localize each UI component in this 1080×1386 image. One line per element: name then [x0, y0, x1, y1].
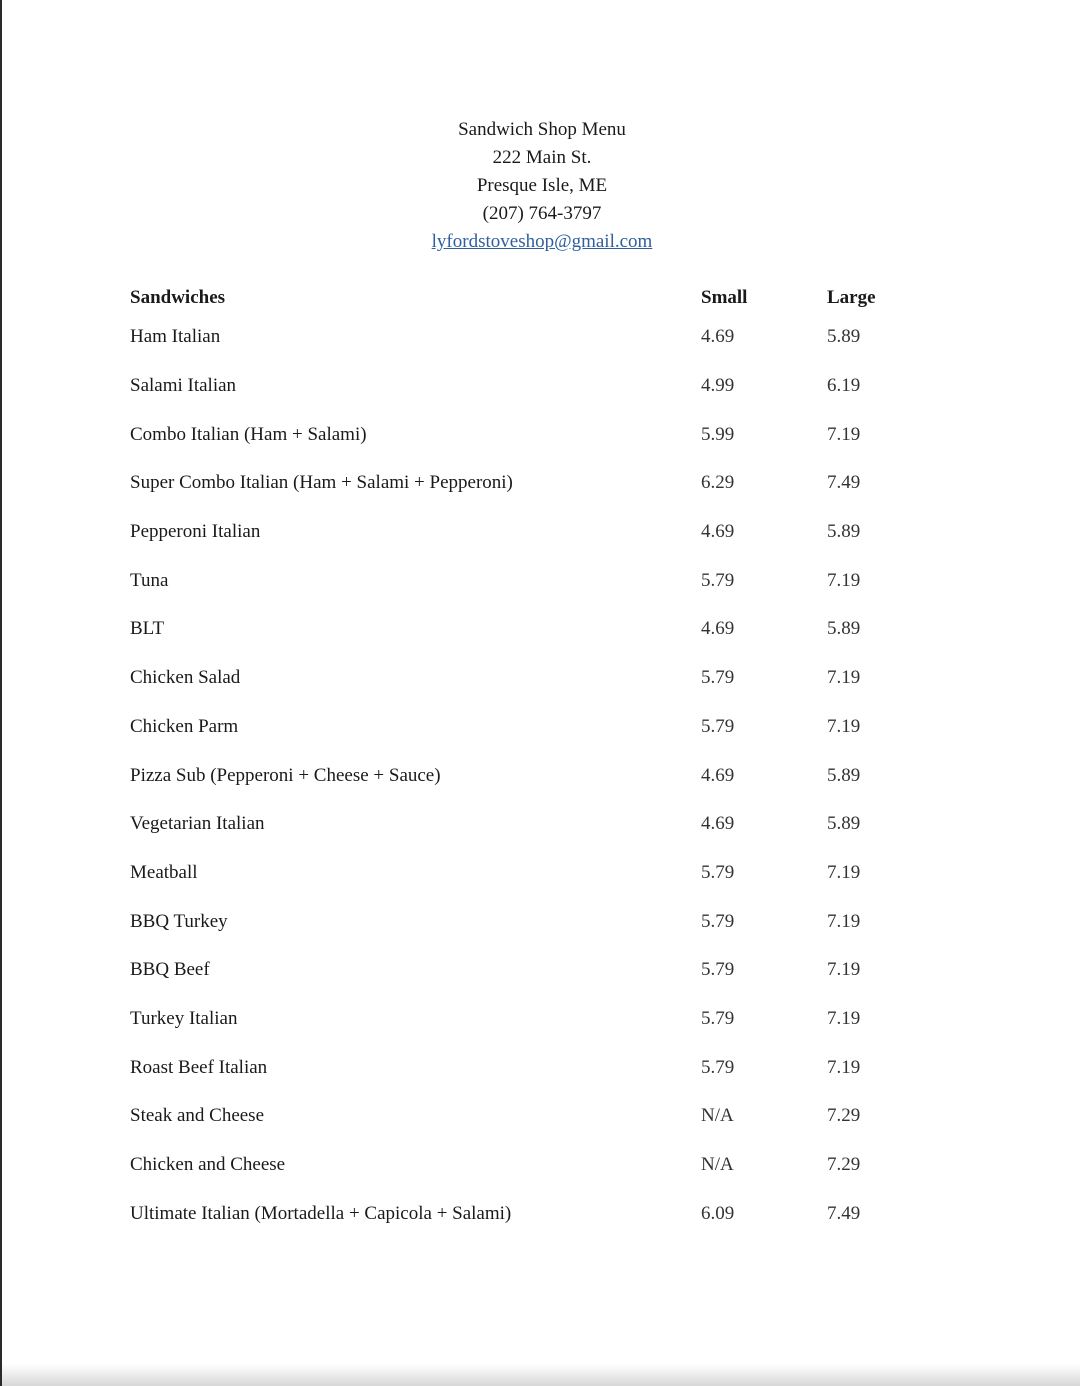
shop-address: 222 Main St. — [492, 147, 592, 168]
shop-email-link[interactable]: lyfordstoveshop@gmail.com — [431, 231, 653, 252]
sandwich-name: Tuna — [130, 569, 169, 591]
price-large: 5.89 — [827, 764, 861, 786]
price-large: 7.19 — [827, 1056, 861, 1078]
price-large: 7.19 — [827, 861, 861, 883]
table-row — [130, 654, 930, 703]
sandwich-name: Salami Italian — [130, 375, 237, 397]
price-large: 7.19 — [827, 423, 861, 445]
table-row — [130, 313, 930, 362]
table-row — [130, 995, 930, 1044]
table-row — [130, 1141, 930, 1190]
price-large: 5.89 — [827, 813, 861, 835]
table-row — [130, 556, 930, 605]
sandwich-name: BBQ Turkey — [130, 910, 228, 932]
sandwich-name: Pepperoni Italian — [130, 521, 261, 543]
price-small: 5.79 — [701, 1056, 735, 1078]
price-large: 7.19 — [827, 1007, 861, 1029]
sandwich-price-table — [130, 283, 930, 1238]
price-small: 5.79 — [701, 861, 735, 883]
price-large: 5.89 — [827, 521, 861, 543]
page-bottom-edge — [2, 1364, 1080, 1386]
sandwich-name: Vegetarian Italian — [130, 813, 265, 835]
price-small: 4.69 — [701, 521, 735, 543]
table-row — [130, 362, 930, 411]
price-small: 5.79 — [701, 667, 735, 689]
price-small: 5.79 — [701, 715, 735, 737]
price-large: 5.89 — [827, 326, 861, 348]
sandwich-name: Ultimate Italian (Mortadella + Capicola + Salami) — [130, 1202, 512, 1224]
shop-city: Presque Isle, ME — [476, 175, 608, 196]
menu-header — [2, 116, 1080, 256]
price-large: 7.19 — [827, 715, 861, 737]
table-row — [130, 1092, 930, 1141]
price-large: 7.49 — [827, 1202, 861, 1224]
table-row — [130, 703, 930, 752]
price-small: 6.29 — [701, 472, 735, 494]
price-small: 4.69 — [701, 326, 735, 348]
table-row — [130, 946, 930, 995]
table-row — [130, 508, 930, 557]
table-row — [130, 459, 930, 508]
sandwich-name: Chicken Parm — [130, 715, 239, 737]
price-large: 7.19 — [827, 667, 861, 689]
table-row — [130, 410, 930, 459]
table-row — [130, 800, 930, 849]
table-row — [130, 605, 930, 654]
price-large: 7.19 — [827, 959, 861, 981]
table-row — [130, 1043, 930, 1092]
price-large: 7.29 — [827, 1154, 861, 1176]
sandwich-name: Meatball — [130, 861, 198, 883]
sandwich-name: Ham Italian — [130, 326, 221, 348]
sandwich-name: Chicken Salad — [130, 667, 241, 689]
price-large: 7.49 — [827, 472, 861, 494]
sandwich-name: Turkey Italian — [130, 1007, 238, 1029]
price-large: 6.19 — [827, 375, 861, 397]
price-large: 5.89 — [827, 618, 861, 640]
sandwich-name: Combo Italian (Ham + Salami) — [130, 423, 367, 445]
price-small: 5.99 — [701, 423, 735, 445]
price-small: 5.79 — [701, 959, 735, 981]
price-small: 4.99 — [701, 375, 735, 397]
price-small: N/A — [701, 1105, 734, 1127]
table-row — [130, 897, 930, 946]
column-header-small: Small — [701, 287, 748, 308]
table-row — [130, 751, 930, 800]
price-large: 7.19 — [827, 910, 861, 932]
sandwich-name: Chicken and Cheese — [130, 1154, 286, 1176]
sandwich-name: Roast Beef Italian — [130, 1056, 268, 1078]
price-large: 7.29 — [827, 1105, 861, 1127]
price-small: 6.09 — [701, 1202, 735, 1224]
sandwich-name: Super Combo Italian (Ham + Salami + Pepperoni) — [130, 472, 513, 494]
column-header-sandwiches: Sandwiches — [130, 287, 226, 308]
menu-title: Sandwich Shop Menu — [458, 119, 626, 140]
price-small: 5.79 — [701, 569, 735, 591]
sandwich-name: Pizza Sub (Pepperoni + Cheese + Sauce) — [130, 764, 441, 786]
price-small: 4.69 — [701, 618, 735, 640]
price-small: 4.69 — [701, 764, 735, 786]
sandwich-name: BBQ Beef — [130, 959, 210, 981]
price-small: 5.79 — [701, 1007, 735, 1029]
table-body — [130, 313, 930, 1238]
table-row — [130, 1189, 930, 1238]
sandwich-name: Steak and Cheese — [130, 1105, 265, 1127]
price-small: 5.79 — [701, 910, 735, 932]
table-header-row — [130, 283, 930, 313]
column-header-large: Large — [827, 287, 876, 308]
price-large: 7.19 — [827, 569, 861, 591]
shop-phone: (207) 764-3797 — [482, 203, 602, 224]
price-small: N/A — [701, 1154, 734, 1176]
sandwich-name: BLT — [130, 618, 165, 640]
table-row — [130, 849, 930, 898]
price-small: 4.69 — [701, 813, 735, 835]
